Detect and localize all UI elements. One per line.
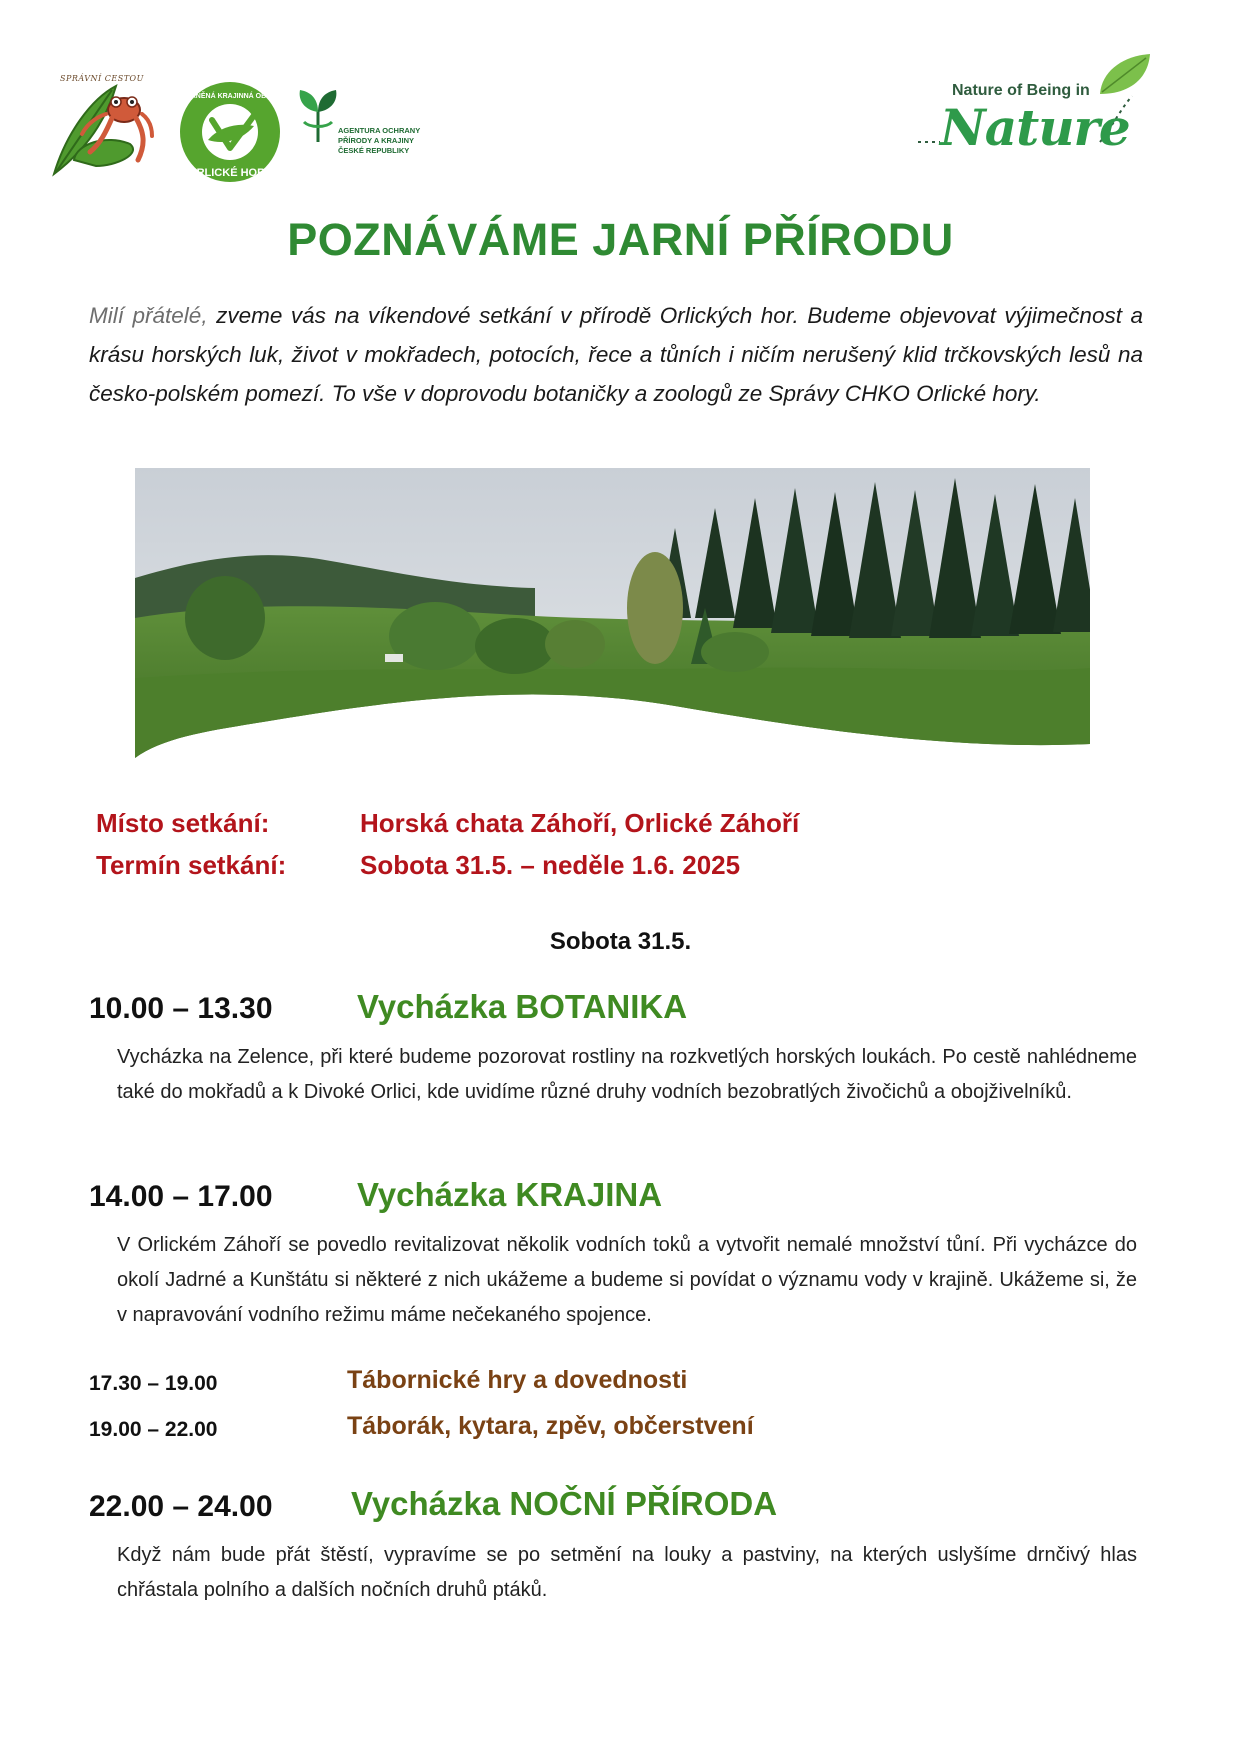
schedule-description-krajina: V Orlickém Záhoří se povedlo revitalizovat několik vodních toků a vytvořit nemalé množství tůní. Při vycházce do okolí Jadrné a Kunštátu si některé z nich ukážeme a budeme si povídat o významu vody v krajině. Ukážeme si, že v napravování vodního režimu máme nečekaného spojence. [117,1234,1137,1326]
schedule-time-hry: 17.30 – 19.00 [89,1372,218,1395]
aopk-text: AGENTURA OCHRANY PŘÍRODY A KRAJINY ČESKÉ REPUBLIKY [338,126,421,155]
nature-wordmark: Nature [940,98,1130,157]
meeting-place-label: Místo setkání: [96,808,270,838]
frog-logo-text: SPRÁVNÍ CESTOU [60,74,144,83]
intro-paragraph [89,296,1143,413]
day-heading: Sobota 31.5. [549,928,692,955]
schedule-activity-taborak: Táborák, kytara, zpěv, občerstvení [347,1412,754,1440]
chko-ring-text: CHRÁNĚNÁ KRAJINNÁ OBLAST [178,93,282,100]
nature-tagline: Nature of Being in [952,82,1090,99]
meeting-date-label: Termín setkání: [96,850,287,880]
meeting-date-value: Sobota 31.5. – neděle 1.6. 2025 [360,850,741,880]
chko-orlicke-hory-logo [178,80,282,184]
aopk-leaf-icon [296,88,340,144]
chko-name-text: ORLICKÉ HORY [188,167,272,179]
meeting-place-value: Horská chata Záhoří, Orlické Záhoří [360,808,800,838]
schedule-description-nocni-priroda: Když nám bude přát štěstí, vypravíme se po setmění na louky a pastviny, na kterých uslyšíme drnčivý hlas chřástala polního a dalších nočních druhů ptáků. [117,1544,1137,1601]
meadow-landscape-image [135,468,1090,760]
chko-badge-icon [178,80,282,184]
page-title: POZNÁVÁME JARNÍ PŘÍRODU [287,214,954,265]
intro-greeting: Milí přátelé, [89,303,208,328]
schedule-activity-nocni-priroda: Vycházka NOČNÍ PŘÍRODA [351,1485,778,1522]
schedule-time-krajina: 14.00 – 17.00 [89,1180,273,1213]
intro-text: zveme vás na víkendové setkání v přírodě Orlických hor. Budeme objevovat výjimečnost a krásu horských luk, život v mokřadech, potocích, řece a tůních i ničím nerušený klid trčkovských lesů na česko-polském pomezí. To vše v doprovodu botaničky a zoologů ze Správy CHKO Orlické hory. [89,303,1143,406]
schedule-activity-hry: Tábornické hry a dovednosti [347,1366,688,1394]
schedule-time-taborak: 19.00 – 22.00 [89,1418,218,1441]
landscape-photo [135,468,1090,760]
nature-of-being-in-nature-logo [910,50,1160,170]
schedule-activity-botanika: Vycházka BOTANIKA [357,988,688,1025]
schedule-time-botanika: 10.00 – 13.30 [89,992,273,1025]
frog-logo [46,74,158,179]
schedule-time-nocni-priroda: 22.00 – 24.00 [89,1490,273,1523]
schedule-activity-krajina: Vycházka KRAJINA [357,1176,663,1213]
aopk-logo [296,88,450,168]
schedule-description-botanika: Vycházka na Zelence, při které budeme pozorovat rostliny na rozkvetlých horských loukách. Po cestě nahlédneme také do mokřadů a k Divoké Orlici, kde uvidíme různé druhy vodních bezobratlých živočichů a obojživelníků. [117,1046,1137,1103]
frog-leaf-icon [46,74,158,179]
